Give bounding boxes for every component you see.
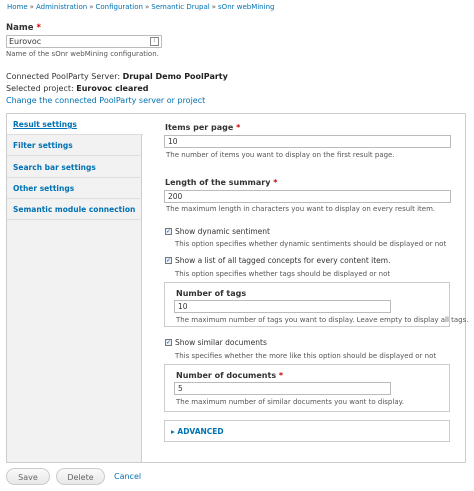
tab-filter-settings[interactable]: Filter settings (7, 135, 142, 156)
server-value: Drupal Demo PoolParty (122, 72, 228, 81)
number-of-tags-description: The maximum number of tags you want to display. Leave empty to display all tags. (176, 316, 469, 324)
name-input[interactable] (6, 35, 162, 48)
project-value: Eurovoc cleared (76, 84, 149, 93)
required-mark: * (36, 23, 41, 33)
delete-button[interactable]: Delete (56, 468, 105, 485)
breadcrumb-separator: » (144, 3, 150, 11)
dynamic-sentiment-label[interactable]: Show dynamic sentiment (175, 227, 270, 236)
required-mark: * (278, 371, 284, 380)
connected-server (6, 72, 228, 81)
tab-semantic-module-connection[interactable]: Semantic module connection (7, 199, 142, 220)
tab-other-settings[interactable]: Other settings (7, 178, 142, 199)
name-label (6, 23, 41, 33)
number-of-tags-input[interactable]: 10 (174, 300, 391, 313)
name-description: Name of the sOnr webMining configuration. (6, 50, 159, 58)
items-per-page-label-text: Items per page (165, 123, 234, 132)
summary-length-label-text: Length of the summary (165, 178, 271, 187)
items-per-page-input[interactable]: 10 (164, 135, 451, 148)
required-mark: * (236, 123, 241, 132)
change-connection-link[interactable]: Change the connected PoolParty server or project (6, 96, 206, 105)
tab-search-bar-settings[interactable]: Search bar settings (7, 157, 142, 178)
breadcrumb-administration[interactable]: Administration (35, 3, 88, 11)
similar-documents-checkbox[interactable]: ✓ (166, 339, 172, 346)
number-of-tags-label: Number of tags (176, 289, 247, 298)
required-mark: * (273, 178, 278, 187)
number-of-documents-label-text: Number of documents (176, 371, 277, 380)
breadcrumb-home[interactable]: Home (7, 3, 28, 11)
breadcrumb (7, 3, 274, 11)
summary-length-label (165, 178, 277, 187)
summary-length-description: The maximum length in characters you want to display on every result item. (166, 205, 436, 213)
triangle-right-icon: ▸ (171, 427, 175, 436)
advanced-fieldset (164, 420, 450, 442)
number-of-documents-label (176, 371, 283, 380)
breadcrumb-semantic-drupal[interactable]: Semantic Drupal (151, 3, 210, 11)
dynamic-sentiment-checkbox[interactable]: ✓ (166, 228, 172, 235)
similar-documents-label[interactable]: Show similar documents (175, 338, 267, 347)
items-per-page-label (165, 123, 240, 132)
cancel-link[interactable]: Cancel (114, 472, 142, 481)
breadcrumb-sonr-webmining[interactable]: sOnr webMining (218, 3, 275, 11)
tagged-concepts-label[interactable]: Show a list of all tagged concepts for every content item. (175, 256, 391, 265)
summary-length-input[interactable]: 200 (164, 190, 451, 203)
tagged-concepts-checkbox[interactable]: ✓ (166, 257, 172, 264)
tagged-concepts-description: This option specifies whether tags should be displayed or not (175, 270, 391, 278)
breadcrumb-separator: » (29, 3, 34, 11)
project-label: Selected project: (6, 84, 74, 93)
similar-documents-description: This specifies whether the more like this option should be displayed or not (175, 352, 437, 360)
selected-project (6, 84, 148, 93)
breadcrumb-configuration[interactable]: Configuration (95, 3, 143, 11)
advanced-label: ADVANCED (177, 427, 224, 436)
name-input-value: Eurovoc (9, 37, 42, 46)
breadcrumb-separator: » (89, 3, 94, 11)
number-of-documents-input[interactable]: 5 (174, 382, 391, 395)
items-per-page-description: The number of items you want to display on the first result page. (166, 151, 395, 159)
save-button[interactable]: Save (6, 468, 50, 485)
autofill-icon: ⁞ (150, 37, 159, 46)
dynamic-sentiment-description: This option specifies whether dynamic sentiments should be displayed or not (175, 240, 447, 248)
advanced-toggle[interactable] (171, 427, 224, 436)
server-label: Connected PoolParty Server: (6, 72, 121, 81)
tab-result-settings[interactable]: Result settings (7, 114, 143, 135)
breadcrumb-separator: » (211, 3, 217, 11)
number-of-documents-description: The maximum number of similar documents you want to display. (176, 398, 404, 406)
name-label-text: Name (6, 23, 34, 33)
